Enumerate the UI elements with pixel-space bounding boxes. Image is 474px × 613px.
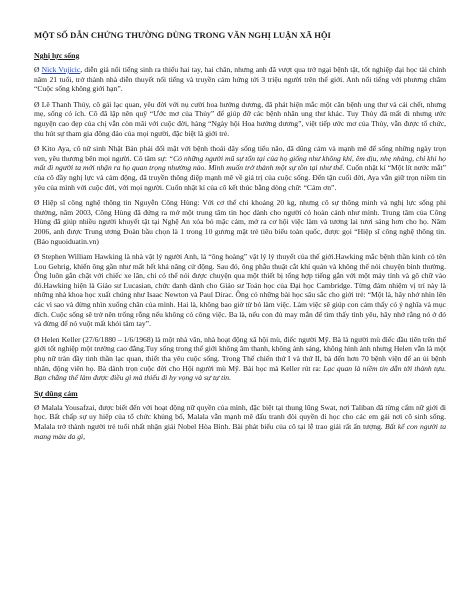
- paragraph-helen-keller: [34, 335, 446, 383]
- bullet-text: Ø: [34, 65, 42, 74]
- italic-quote: Bất kể con người ta mang màu da gì,: [34, 422, 446, 441]
- italic-quote: “Có những người mũ sự tổn tại của họ giống như không khí, êm dịu, nhẹ nhàng, chỉ khi họ mất đi người ta mới nhận ra họ quan trọng nhường nào. Mình muốn trở thành một sự tồn tại như thế.: [34, 153, 446, 173]
- paragraph-text: , diễn giả nổi tiếng sinh ra thiếu hai tay, hai chân, nhưng anh đã vượt qua trở ngại bệnh tật, tốt nghiệp đại học tài chính năm 21 tuổi, trở thành nhà diễn thuyết nổi tiếng và truyền cảm hứng tới 3 triệu người trên thế giới. Anh nổi tiếng với phương châm “Cuộc sống không giới hạn”.: [34, 65, 446, 94]
- section-heading-su-dung-cam: Sự dũng cảm: [34, 388, 78, 398]
- paragraph-text: Cuốn nhật kí “Một lít nước mắt” của cô đầy nghị lực và cảm động, đã truyền thông điệp mạnh mẽ về giá trị của cuộc sống. Đến tận cuối đời, Aya vẫn giữ trọn niềm tin yêu của mình với cuộc đời, với mọi người. Cuốn nhật kí của cô kết thúc bằng dòng chữ: “Cám ơn”.: [34, 163, 447, 192]
- section-heading-nghi-luc-song: Nghị lực sống: [34, 51, 80, 60]
- paragraph-stephen-hawking: Ø Stephen William Hawking là nhà vật lý người Anh, là “ông hoàng” vật lý lý thuyết của thế giới.Hawking mắc bệnh thần kinh có tên Lou Gehrig, khiến ông gần như mất hết khả năng cử động. Sau đó, ông phẫu thuật cắt khí quản và không thể nói chuyện bình thường. Ông luôn gắn chặt với chiếc xe lăn, chỉ có thể nói được chuyện qua một thiết bị tổng hợp tiếng gắn với một máy tính và gõ chữ vào đó.Hawking hiện là Giáo sư Lucasian, chức danh dành cho Giáo sư Toán học của Đại học Cambridge. Từng đảm nhiệm vị trí này là những nhà khoa học xuất chúng như Isaac Newton và Paul Dirac. Ông có những bài học sâu sắc cho giới trẻ: “Một là, hãy nhớ nhìn lên các vì sao và đừng nhìn xuống chân của mình. Hai là, không bao giờ từ bỏ làm việc. Làm việc sẽ giúp con cảm thấy có ý nghĩa và mục đích. Cuộc sống sẽ trở nên trống rỗng nếu không có công việc. Ba là, nếu con đủ may mắn để tìm thấy tình yêu, hãy nhớ rằng nó ở đó và đừng để nó vuột mất khỏi tâm tay”.: [34, 252, 446, 329]
- nick-vujicic-link[interactable]: Nick Vujicic: [41, 65, 81, 74]
- paragraph-malala: [34, 403, 446, 441]
- paragraph-nguyen-cong-hung: Ø Hiệp sĩ công nghệ thông tin Nguyễn Công Hùng: Với cơ thể chỉ khoảng 20 kg, nhưng cô sự thông minh và nghị lực sống phi thường, năm 2003, Công Hùng đã đứng ra mở một trung tâm tin học dành cho người có hoàn cảnh như mình. Trung tâm của Công Hùng đã giúp nhiều người khuyết tật tại Nghệ An xóa bỏ mặc cảm, mở ra cơ hội việc làm và tương lai tươi sáng hơn cho họ. Năm 2006, anh được Trung ương Đoàn bầu chọn là 1 trong 10 gương mặt trẻ tiêu biểu toàn quốc, được gọi “Hiệp sĩ công nghệ thông tin. (Báo nguoiduatin.vn): [34, 198, 446, 246]
- italic-quote: Lạc quan là niềm tin dẫn tới thành tựu. Bạn chẳng thể làm được điều gì mà thiếu đi hy vọng và sự tự tin.: [34, 363, 446, 383]
- paragraph-kito-aya: [34, 144, 446, 192]
- paragraph-nick-vujicic: [34, 65, 446, 94]
- paragraph-le-thanh-thuy: Ø Lê Thanh Thúy, cô gái lạc quan, yêu đời với nụ cười hoa hướng dương, đã phát hiện mắc một căn bệnh ung thư và cái chết, nhưng mẹ, sống có ích. Cô đã lập nên quỹ “Ước mơ của Thủy” để giúp đỡ các bệnh nhân ung thư khác. Tuy Thủy đã mất đi nhưng ước nguyện cao đẹp của chị vẫn còn mãi với cuộc đời, hàng “Ngày hội Hoa hướng dương”, việt tiếp ước mơ của Thủy, vẫn được tổ chức, thu hút sự tham gia đông đảo của mọi người, đặc biệt là giới trẻ.: [34, 99, 446, 138]
- paragraph-text: Ø Helen Keller (27/6/1880 – 1/6/1968) là một nhà văn, nhà hoạt động xã hội mù, điếc người Mỹ. Bà là người mù điếc đầu tiên trên thế giới tốt nghiệp một trường cao đẳng.Tuy sống trong thế giới không âm thanh, không ánh sáng, không hình ảnh nhưng Helen vẫn là một phụ nữ tràn đầy tinh thần lạc quan, thiết tha yêu cuộc sống. Trong Thế chiến thứ I và thứ II, bà đến hơn 70 bệnh viện để an ủi bệnh nhân, động viên họ. Bà dành trọn cuộc đời cho Hội người mù Mỹ. Bài học mà Keller rút ra:: [34, 334, 446, 373]
- paragraph-text: Ø Kito Aya, cô nữ sinh Nhật Bản phải đối mặt với bệnh thoái dây sống tiểu não, đã dũng cảm và mạnh mẽ để sống những ngày trọn ven, yêu thương bên mọi người. Cô tâm sự:: [34, 144, 446, 163]
- document-title: MỘT SỐ DẪN CHỨNG THƯỜNG DÙNG TRONG VĂN NGHỊ LUẬN XÃ HỘI: [34, 30, 331, 40]
- paragraph-text: Ø Malala Yousafzai, được biết đến với hoạt động nữ quyền của mình, đặc biệt tại thung lũng Swat, nơi Taliban đã từng cấm nữ giới đi học. Bất chấp sự uy hiếp của tổ chức khủng bố, Malala vẫn mạnh mẽ đấu tranh đòi quyền đi học cho các em gái nơi cô sinh sống. Malala trở thành người trẻ tuổi nhất nhận giải Nobel Hòa Bình. Bài phát biểu của cô tại lễ trao giải rất ấn tượng.: [34, 402, 446, 431]
